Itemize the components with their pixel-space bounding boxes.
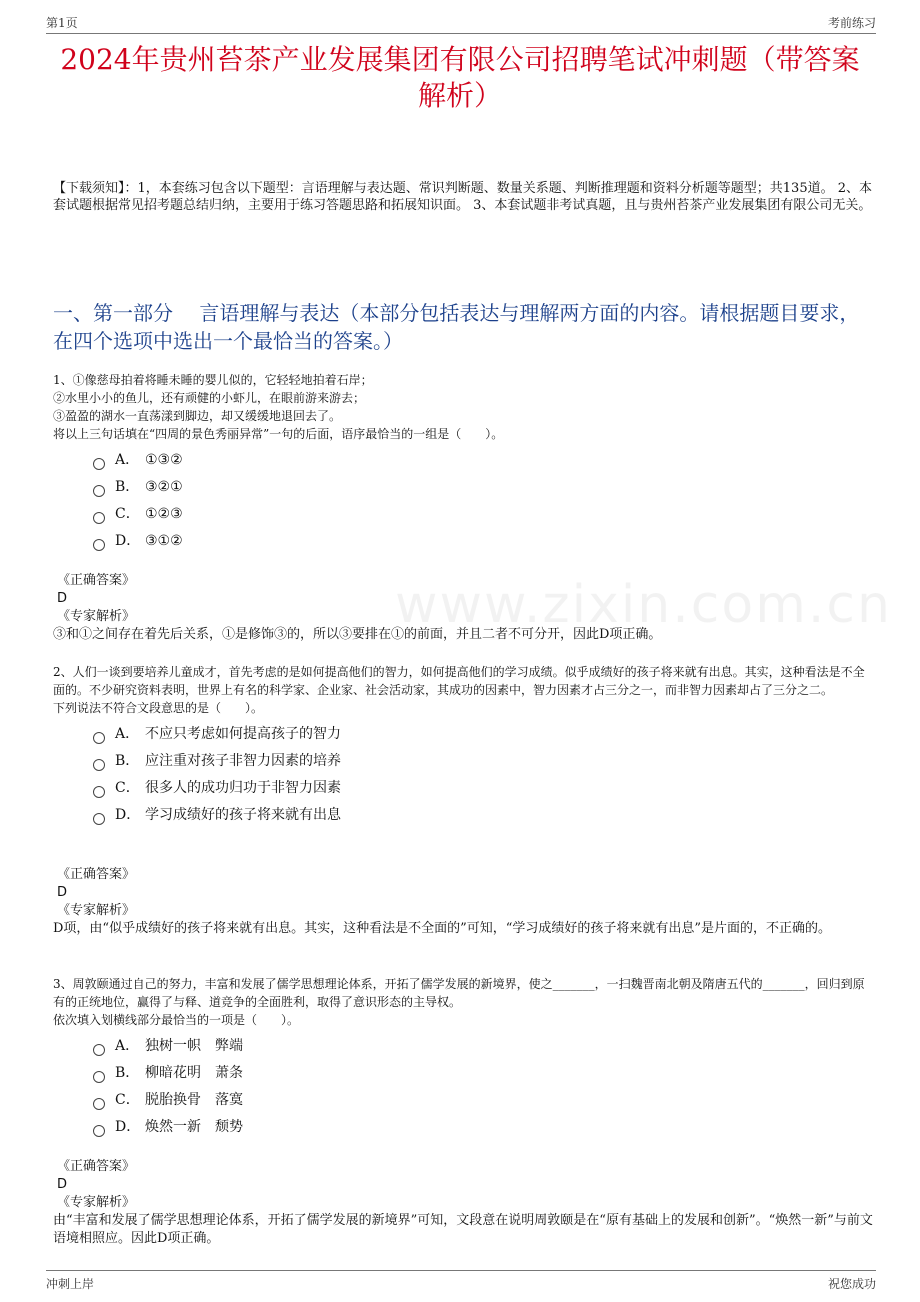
header-tag: 考前练习	[827, 16, 876, 30]
question-stem-line: ②水里小小的鱼儿，还有顽健的小虾儿，在眼前游来游去；	[53, 391, 366, 405]
radio-icon[interactable]	[93, 539, 105, 551]
option-c[interactable]: C． 很多人的成功归功于非智力因素	[93, 775, 873, 802]
option-c[interactable]: C． ①②③	[93, 501, 873, 528]
question-stem-line: 3、周敦颐通过自己的努力，丰富和发展了儒学思想理论体系，开拓了儒学发展的新境界，使之_______，一扫魏晋南北朝及隋唐五代的_______，回归到原有的正统地位，赢得了与释、道竞争的全面胜利，取得了意识形态的主导权。	[53, 977, 865, 1009]
radio-icon[interactable]	[93, 458, 105, 470]
footer-divider	[46, 1270, 876, 1271]
footer-left: 冲刺上岸	[46, 1277, 95, 1291]
answer-block-1	[53, 572, 873, 644]
question-1	[53, 371, 873, 555]
radio-icon[interactable]	[93, 1071, 105, 1083]
option-b[interactable]: B． ③②①	[93, 474, 873, 501]
question-stem-line: 1、①像慈母拍着将睡未睡的婴儿似的，它轻轻地拍着石岸；	[53, 373, 373, 387]
question-stem-line: ③盈盈的湖水一直荡漾到脚边，却又缓缓地退回去了。	[53, 409, 342, 423]
answer-label: 《正确答案》	[57, 573, 136, 588]
option-d[interactable]: D． 学习成绩好的孩子将来就有出息	[93, 802, 873, 829]
radio-icon[interactable]	[93, 813, 105, 825]
page-number: 第1页	[46, 16, 78, 30]
download-notice: 【下载须知】：1，本套练习包含以下题型：言语理解与表达题、常识判断题、数量关系题、判断推理题和资料分析题等题型；共135道。 2、本套试题根据常见招考题总结归纳，主要用于练习答题思路和拓展知识面。 3、本套试题非考试真题，且与贵州苔茶产业发展集团有限公司无关。	[53, 181, 872, 213]
radio-icon[interactable]	[93, 1125, 105, 1137]
question-2	[53, 663, 873, 829]
radio-icon[interactable]	[93, 1044, 105, 1056]
page-footer	[46, 1275, 876, 1293]
document-title: 2024年贵州苔茶产业发展集团有限公司招聘笔试冲刺题（带答案解析）	[60, 43, 860, 112]
radio-icon[interactable]	[93, 512, 105, 524]
answer-value: D	[57, 591, 68, 606]
analysis-label: 《专家解析》	[57, 903, 136, 918]
answer-value: D	[57, 1177, 68, 1192]
footer-right: 祝您成功	[827, 1277, 876, 1291]
option-a[interactable]: A． ①③②	[93, 447, 873, 474]
header-divider	[46, 33, 876, 34]
radio-icon[interactable]	[93, 485, 105, 497]
radio-icon[interactable]	[93, 1098, 105, 1110]
option-d[interactable]: D． ③①②	[93, 528, 873, 555]
analysis-label: 《专家解析》	[57, 1195, 136, 1210]
answer-label: 《正确答案》	[57, 1159, 136, 1174]
answer-block-2	[53, 866, 873, 938]
question-3	[53, 975, 873, 1141]
section-title: 一、第一部分 言语理解与表达（本部分包括表达与理解两方面的内容。请根据题目要求，在四个选项中选出一个最恰当的答案。）	[53, 301, 860, 353]
options-list	[93, 447, 873, 555]
watermark: www.zixin.com.cn	[395, 575, 892, 635]
answer-block-3	[53, 1158, 873, 1248]
option-b[interactable]: B． 应注重对孩子非智力因素的培养	[93, 748, 873, 775]
radio-icon[interactable]	[93, 786, 105, 798]
option-c[interactable]: C． 脱胎换骨 落寞	[93, 1087, 873, 1114]
options-list	[93, 1033, 873, 1141]
page-header	[46, 14, 876, 32]
analysis-label: 《专家解析》	[57, 609, 136, 624]
answer-value: D	[57, 885, 68, 900]
radio-icon[interactable]	[93, 759, 105, 771]
radio-icon[interactable]	[93, 732, 105, 744]
question-stem-line: 依次填入划横线部分最恰当的一项是（ ）。	[53, 1013, 300, 1027]
analysis-text: ③和①之间存在着先后关系，①是修饰③的，所以③要排在①的前面，并且二者不可分开，因此D项正确。	[53, 627, 662, 642]
option-b[interactable]: B． 柳暗花明 萧条	[93, 1060, 873, 1087]
question-stem-line: 将以上三句话填在“四周的景色秀丽异常”一句的后面，语序最恰当的一组是（ ）。	[53, 427, 504, 441]
question-stem-line: 下列说法不符合文段意思的是（ ）。	[53, 701, 264, 715]
option-d[interactable]: D． 焕然一新 颓势	[93, 1114, 873, 1141]
question-stem-line: 2、人们一谈到要培养儿童成才，首先考虑的是如何提高他们的智力，如何提高他们的学习成绩。似乎成绩好的孩子将来就有出息。其实，这种看法是不全面的。不少研究资料表明，世界上有名的科学家、企业家、社会活动家，其成功的因素中，智力因素才占三分之一，而非智力因素却占了三分之二。	[53, 665, 865, 697]
analysis-text: 由“丰富和发展了儒学思想理论体系，开拓了儒学发展的新境界”可知，文段意在说明周敦颐是在“原有基础上的发展和创新”。“焕然一新”与前文语境相照应。因此D项正确。	[53, 1213, 873, 1246]
analysis-text: D项，由“似乎成绩好的孩子将来就有出息。其实，这种看法是不全面的”可知，“学习成绩好的孩子将来就有出息”是片面的，不正确的。	[53, 921, 832, 936]
option-a[interactable]: A． 独树一帜 弊端	[93, 1033, 873, 1060]
options-list	[93, 721, 873, 829]
answer-label: 《正确答案》	[57, 867, 136, 882]
option-a[interactable]: A． 不应只考虑如何提高孩子的智力	[93, 721, 873, 748]
